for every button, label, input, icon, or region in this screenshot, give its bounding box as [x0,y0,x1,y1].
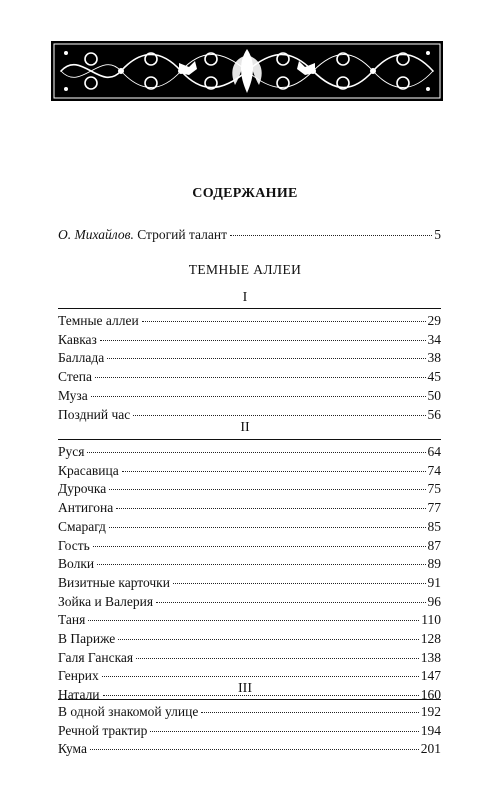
toc-entry-page: 128 [420,631,441,646]
toc-entry-page: 64 [427,444,441,459]
dot-leader [91,396,426,397]
toc-entry-intro[interactable] [58,226,441,243]
toc-entry-label: Руся [58,444,85,459]
toc-entry-label: Натали [58,687,100,702]
toc-entry-page: 91 [427,575,441,590]
toc-entry-label: Зойка и Валерия [58,594,154,609]
toc-entry[interactable] [58,387,441,404]
dot-leader [107,358,425,359]
toc-entry-page: 74 [427,463,441,478]
toc-entry-label: В одной знакомой улице [58,704,199,719]
toc-entry-label: Красавица [58,463,119,478]
toc-entry-page: 201 [420,741,441,756]
divider [58,439,441,440]
dot-leader [133,415,425,416]
toc-entry-label: Степа [58,369,92,384]
toc-entry[interactable] [58,312,441,329]
toc-entry[interactable] [58,703,441,720]
toc-entry[interactable] [58,593,441,610]
toc-entry-page: 75 [427,481,441,496]
toc-entry-label: Темные аллеи [58,313,139,328]
dot-leader [88,620,419,621]
toc-entry[interactable] [58,499,441,516]
toc-entry-page: 192 [420,704,441,719]
dot-leader [173,583,426,584]
toc-entry-page: 147 [420,668,441,683]
dot-leader [87,452,425,453]
toc-entry-page: 194 [420,723,441,738]
dot-leader [95,377,426,378]
toc-entry-label: Волки [58,556,95,571]
toc-entry-page: 110 [421,612,441,627]
toc-entry-label: Поздний час [58,407,131,422]
part-numeral-1: I [242,290,248,305]
dot-leader [102,676,419,677]
toc-entry-page: 34 [427,332,441,347]
toc-entry[interactable] [58,722,441,739]
toc-entry-label: Антигона [58,500,114,515]
toc-entry-label: Гость [58,538,90,553]
toc-entry-label: Визитные карточки [58,575,170,590]
dot-leader [109,489,425,490]
toc-entry-page: 160 [420,687,441,702]
toc-entry[interactable] [58,537,441,554]
dot-leader [100,340,426,341]
dot-leader [201,712,418,713]
dot-leader [90,749,419,750]
toc-entry-page: 38 [427,350,441,365]
toc-entry[interactable] [58,331,441,348]
toc-entry[interactable] [58,443,441,460]
toc-entry-label: Генрих [58,668,99,683]
toc-entry-page: 56 [427,407,441,422]
toc-entry[interactable] [58,349,441,366]
toc-entry-label: Галя Ганская [58,650,134,665]
page-title: СОДЕРЖАНИЕ [192,186,298,201]
toc-entry[interactable] [58,518,441,535]
divider [58,308,441,309]
toc-entry-label: Кума [58,741,88,756]
toc-entry-page: 87 [427,538,441,553]
toc-entry[interactable] [58,462,441,479]
intro-title: Строгий талант [137,227,228,242]
toc-entry-label [58,226,227,243]
section-heading: ТЕМНЫЕ АЛЛЕИ [188,262,302,277]
toc-entry-label: В Париже [58,631,116,646]
toc-entry-label: Речной трактир [58,723,148,738]
ornament-header [51,41,443,101]
toc-entry-label: Таня [58,612,86,627]
toc-entry-page: 5 [434,227,441,242]
part-numeral-2: II [240,420,250,435]
toc-entry[interactable] [58,555,441,572]
toc-entry-page: 96 [427,594,441,609]
toc-entry[interactable] [58,740,441,757]
toc-entry-page: 138 [420,650,441,665]
dot-leader [122,471,426,472]
intro-author: О. Михайлов. [58,227,134,242]
toc-entry-page: 45 [427,369,441,384]
divider [58,699,441,700]
dot-leader [97,564,425,565]
dot-leader [118,639,419,640]
toc-entry-page: 29 [427,313,441,328]
toc-entry-label: Баллада [58,350,105,365]
dot-leader [230,235,432,236]
part-numeral-3: III [238,681,252,696]
toc-entry-label: Дурочка [58,481,107,496]
dot-leader [116,508,425,509]
toc-entry[interactable] [58,649,441,666]
dot-leader [136,658,419,659]
toc-entry-label: Смарагд [58,519,106,534]
toc-entry-label: Кавказ [58,332,97,347]
dot-leader [156,602,425,603]
toc-entry[interactable] [58,368,441,385]
dot-leader [109,527,426,528]
toc-entry[interactable] [58,480,441,497]
dot-leader [142,321,426,322]
toc-entry[interactable] [58,574,441,591]
dot-leader [150,731,418,732]
toc-entry-label: Муза [58,388,88,403]
toc-entry-page: 85 [427,519,441,534]
toc-entry[interactable] [58,611,441,628]
toc-entry-page: 77 [427,500,441,515]
dot-leader [93,546,426,547]
toc-entry[interactable] [58,630,441,647]
toc-entry-page: 50 [427,388,441,403]
floral-ornament-icon [51,41,443,101]
toc-entry-page: 89 [427,556,441,571]
